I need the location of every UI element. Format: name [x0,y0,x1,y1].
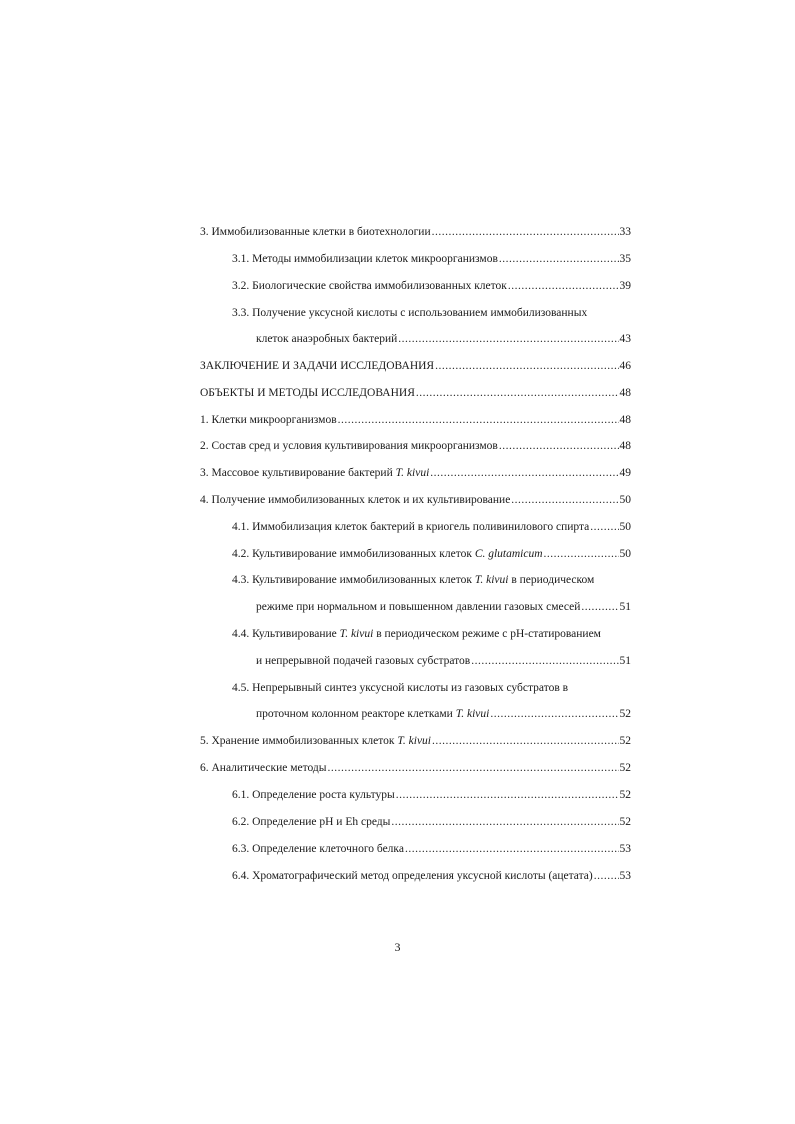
dot-leader [391,816,618,828]
toc-entry-title [232,548,543,560]
toc-entry-page: 39 [619,280,631,292]
toc-entry-page: 52 [619,762,631,774]
toc-entry [256,333,631,349]
toc-entry-page: 35 [619,253,631,265]
dot-leader [471,655,618,667]
toc-entry-title-text: в периодическом режиме с pH-статированием [373,628,601,640]
toc-entry-page: 51 [619,601,631,613]
dot-leader [581,601,618,613]
species-name: T. kivui [397,735,432,747]
toc-entry-page: 50 [619,548,631,560]
toc-entry-title [200,735,431,747]
toc-entry-page: 52 [619,816,631,828]
dot-leader [499,440,619,452]
dot-leader [328,762,619,774]
toc-entry-title-text: 3. Массовое культивирование бактерий [200,467,396,479]
toc-entry-title-text: в периодическом [508,574,595,586]
toc-entry [232,548,631,564]
toc-entry-title-line1: 4.5. Непрерывный синтез уксусной кислоты из газовых субстратов в [232,682,569,694]
dot-leader [590,521,618,533]
toc-entry [200,467,631,483]
toc-entry [256,708,631,724]
dot-leader [432,735,618,747]
toc-entry-title: 6.4. Хроматографический метод определения уксусной кислоты (ацетата) [232,870,593,882]
toc-entry [200,440,631,456]
dot-leader [398,333,618,345]
toc-entry-page: 48 [619,414,631,426]
toc-entry-title: 6.2. Определение pH и Eh среды [232,816,391,828]
toc-entry [200,226,631,242]
toc-entry [232,521,631,537]
toc-entry-title: ОБЪЕКТЫ И МЕТОДЫ ИССЛЕДОВАНИЯ [200,387,415,399]
toc-entry-page: 52 [619,735,631,747]
toc-entry-page: 50 [619,521,631,533]
toc-entry-page: 49 [619,467,631,479]
toc-entry-title: 6. Аналитические методы [200,762,327,774]
toc-entry-page: 48 [619,387,631,399]
toc-entry-title: клеток анаэробных бактерий [256,333,398,345]
toc-entry-title: 6.1. Определение роста культуры [232,789,395,801]
dot-leader [338,414,619,426]
toc-entry [200,735,631,751]
toc-entry-title-text: 5. Хранение иммобилизованных клеток [200,735,398,747]
toc-entry-title: режиме при нормальном и повышенном давлении газовых смесей [256,601,581,613]
toc-entry-title: 3.1. Методы иммобилизации клеток микроорганизмов [232,253,498,265]
toc-entry-page: 46 [619,360,631,372]
toc-entry [200,387,631,403]
dot-leader [416,387,619,399]
toc-entry-page: 52 [619,789,631,801]
species-name: C. glutamicum [474,548,543,560]
toc-entry [256,655,631,671]
toc-entry-title-text: 4.3. Культивирование иммобилизованных клеток [232,574,475,586]
toc-entry [232,280,631,296]
dot-leader [490,708,618,720]
species-name: T. kivui [455,708,490,720]
species-name: T. kivui [474,574,509,586]
toc-entry [232,789,631,805]
toc-entry-title: 4.1. Иммобилизация клеток бактерий в криогель поливинилового спирта [232,521,590,533]
toc-entry [232,816,631,832]
species-name: T. kivui [395,467,430,479]
toc-entry-title: 3. Иммобилизованные клетки в биотехнологии [200,226,431,238]
toc-entry-title [200,467,429,479]
toc-entry-page: 43 [619,333,631,345]
dot-leader [396,789,619,801]
toc-entry [200,360,631,376]
toc-entry-title: 3.2. Биологические свойства иммобилизованных клеток [232,280,507,292]
page-number: 3 [394,940,401,954]
toc-entry-title-text: 4.2. Культивирование иммобилизованных клеток [232,548,475,560]
dot-leader [432,226,619,238]
toc-entry-page: 51 [619,655,631,667]
toc-entry [256,601,631,617]
toc-entry-title: и непрерывной подачей газовых субстратов [256,655,471,667]
toc-entry [232,253,631,269]
dot-leader [499,253,619,265]
toc-entry [232,843,631,859]
toc-entry-title: 6.3. Определение клеточного белка [232,843,404,855]
dot-leader [594,870,619,882]
toc-entry-page: 53 [619,843,631,855]
toc-entry-title: 1. Клетки микроорганизмов [200,414,337,426]
toc-entry [200,762,631,778]
toc-entry-page: 50 [619,494,631,506]
dot-leader [405,843,619,855]
toc-entry [232,870,631,886]
toc-entry-title: ЗАКЛЮЧЕНИЕ И ЗАДАЧИ ИССЛЕДОВАНИЯ [200,360,435,372]
dot-leader [511,494,618,506]
dot-leader [544,548,619,560]
toc-entry-page: 48 [619,440,631,452]
dot-leader [430,467,618,479]
toc-entry-title: 2. Состав сред и условия культивирования микроорганизмов [200,440,498,452]
toc-entry-page: 52 [619,708,631,720]
toc-entry-title-line1 [232,628,601,640]
toc-entry-title-text: проточном колонном реакторе клетками [256,708,456,720]
toc-entry [200,494,631,510]
species-name: T. kivui [339,628,374,640]
toc-entry-title-line1 [232,574,594,586]
toc-entry-page: 33 [619,226,631,238]
toc-entry-title: 4. Получение иммобилизованных клеток и их культивирование [200,494,511,506]
toc-entry-title-text: 4.4. Культивирование [232,628,340,640]
dot-leader [435,360,618,372]
toc-entry-title-line1: 3.3. Получение уксусной кислоты с использованием иммобилизованных [232,307,588,319]
toc-entry-title [256,708,489,720]
dot-leader [508,280,619,292]
toc-entry-page: 53 [619,870,631,882]
toc-entry [200,414,631,430]
